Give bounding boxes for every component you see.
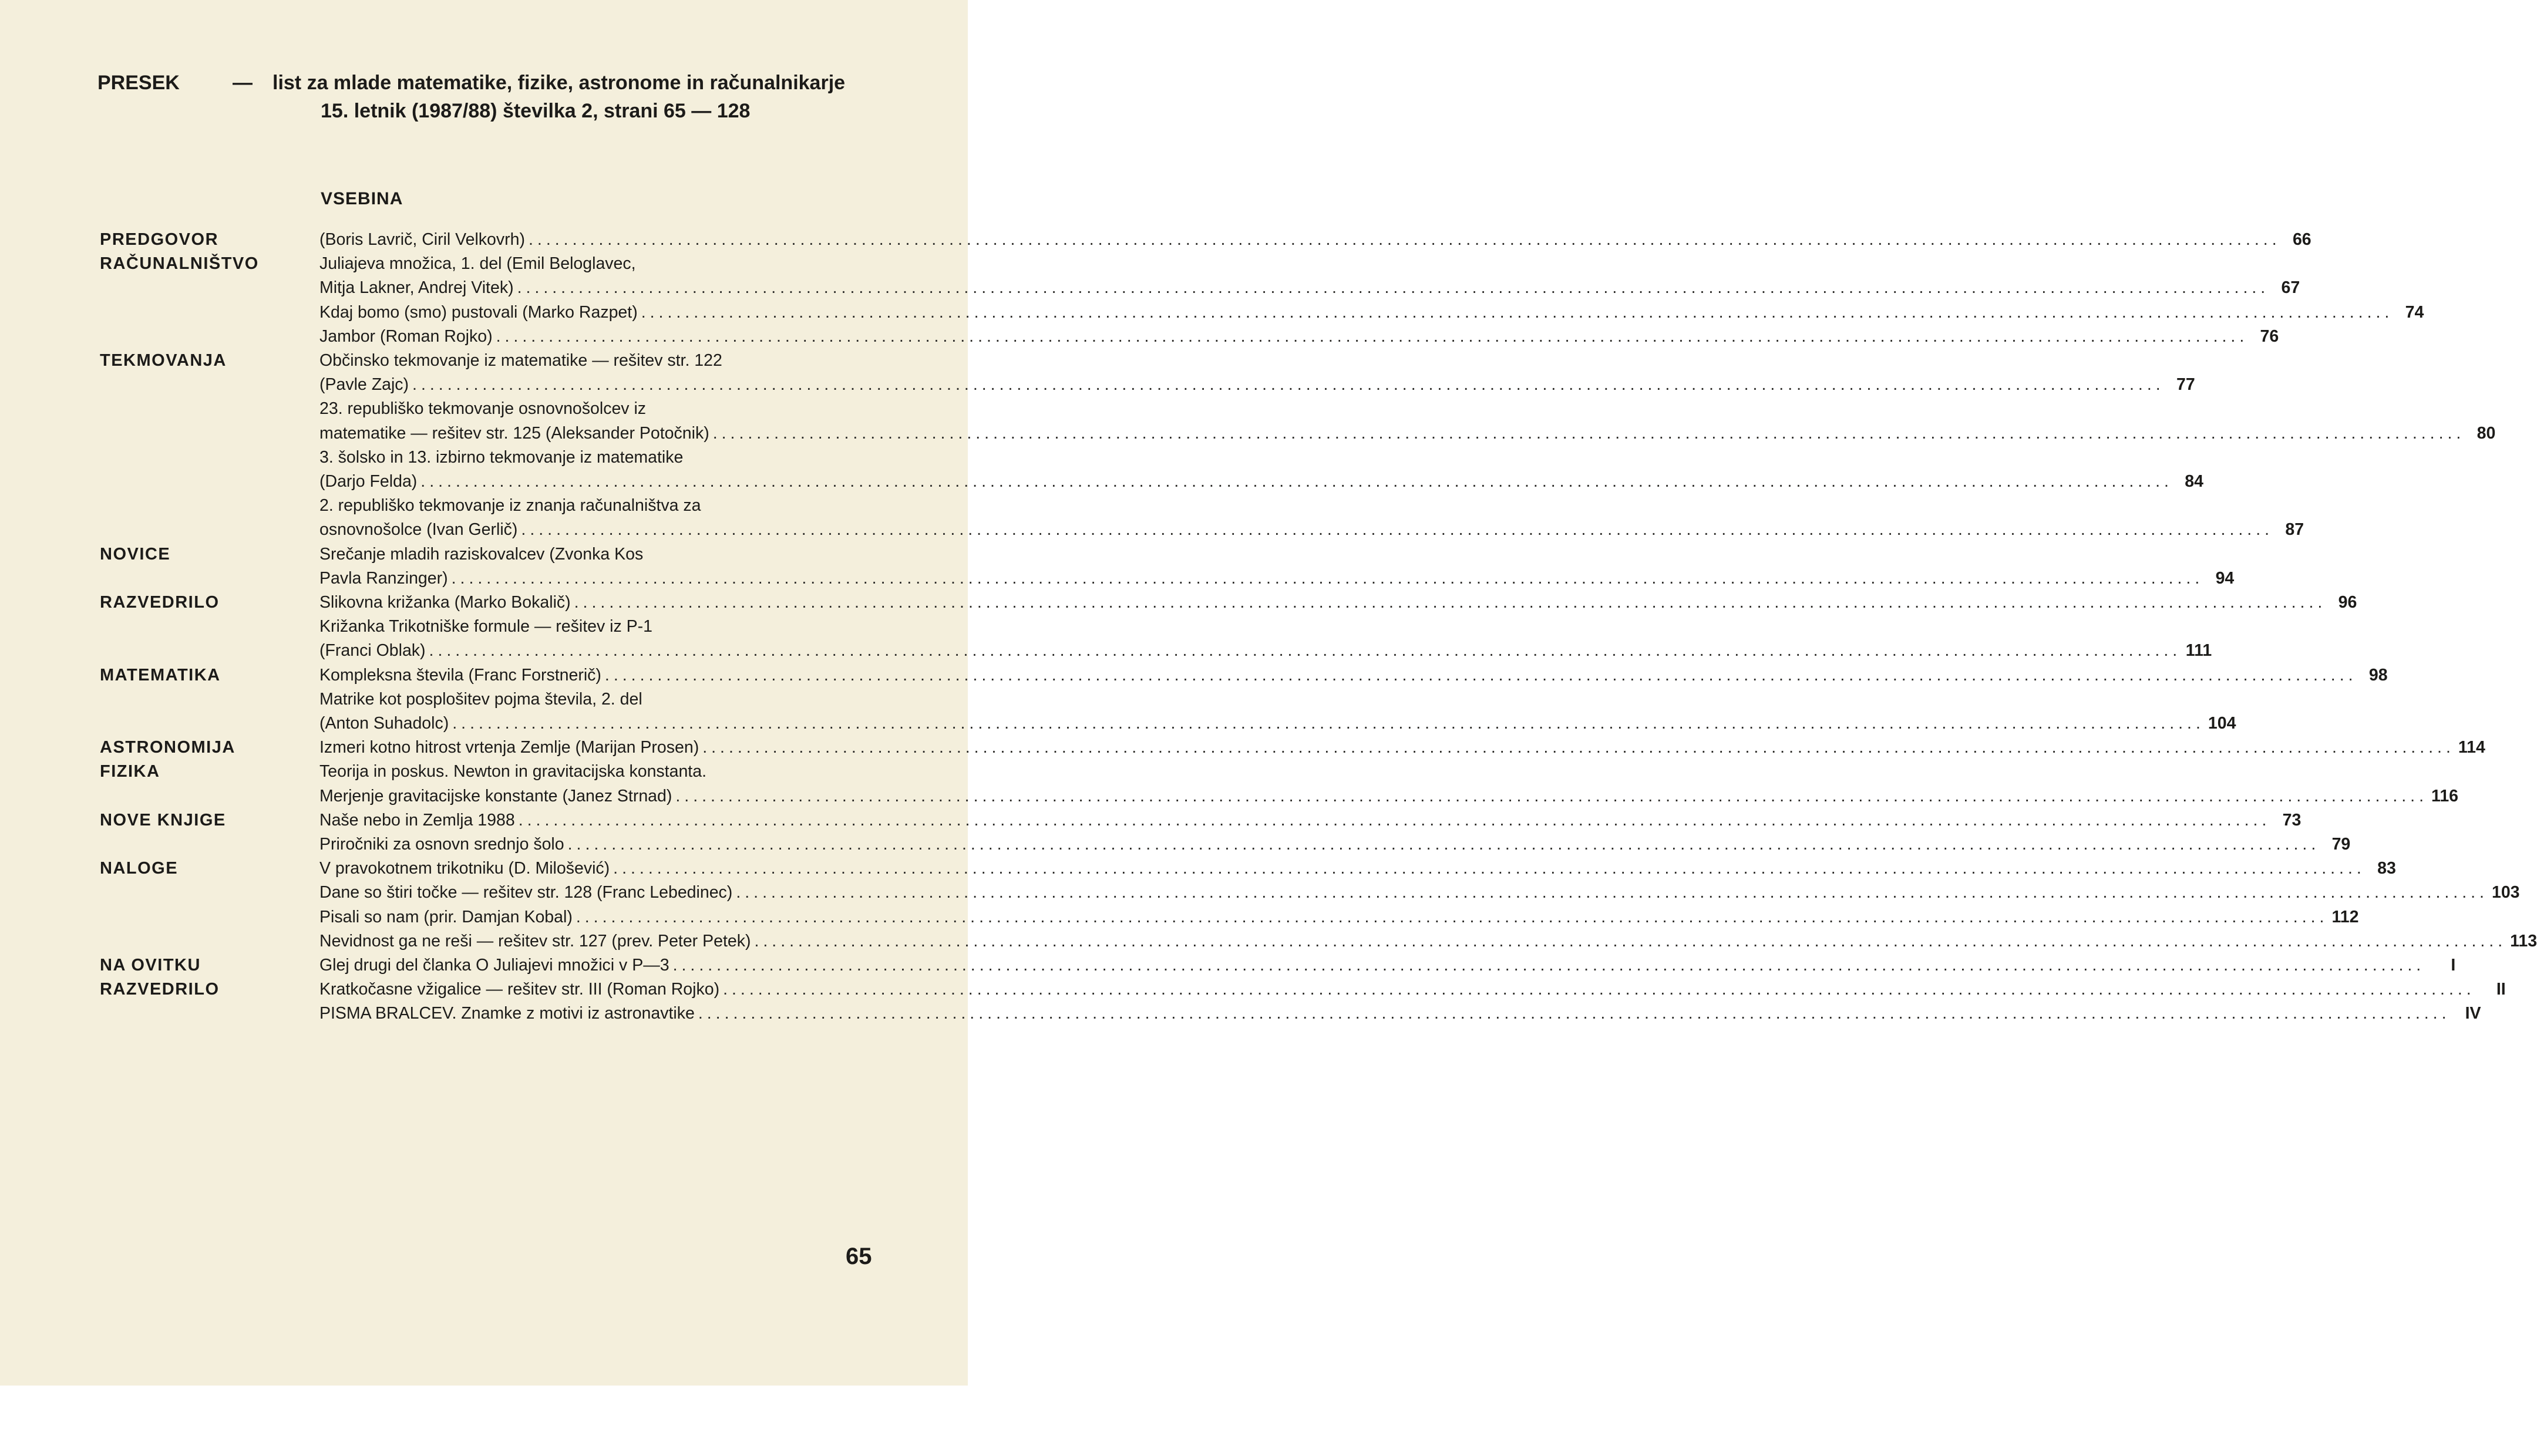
toc-line xyxy=(319,1004,2481,1027)
toc-page-ref: 80 xyxy=(2477,423,2496,443)
toc-entry-text: Srečanje mladih raziskovalcev (Zvonka Kos xyxy=(319,544,644,564)
toc-line xyxy=(319,399,889,423)
section-label: TEKMOVANJA xyxy=(100,351,227,370)
toc-line xyxy=(319,545,889,568)
dot-leader: ........................................................................................................................................................................................................ xyxy=(452,714,2205,733)
toc-entry-text: PISMA BRALCEV. Znamke z motivi iz astronavtike xyxy=(319,1004,695,1023)
toc-entry-text: (Franci Oblak) xyxy=(319,641,426,660)
dot-leader: ........................................................................................................................................................................................................ xyxy=(521,520,2274,540)
dot-leader: ........................................................................................................................................................................................................ xyxy=(518,810,2271,830)
toc-page-ref: 114 xyxy=(2458,738,2485,757)
section-label: RAZVEDRILO xyxy=(100,593,220,612)
toc-entry-text: Naše nebo in Zemlja 1988 xyxy=(319,810,515,830)
section-label: NOVE KNJIGE xyxy=(100,810,226,830)
dot-leader: ........................................................................................................................................................................................................ xyxy=(412,375,2165,395)
toc-entry-text: (Anton Suhadolc) xyxy=(319,714,449,733)
toc-entry-text: 23. republiško tekmovanje osnovnošolcev iz xyxy=(319,399,647,419)
toc-entry-text: Merjenje gravitacijske konstante (Janez Strnad) xyxy=(319,786,672,805)
toc-entry-text: Izmeri kotno hitrost vrtenja Zemlje (Marijan Prosen) xyxy=(319,738,699,757)
toc-line xyxy=(319,762,889,786)
toc-page-ref: 104 xyxy=(2208,714,2236,733)
toc-entry-text: Slikovna križanka (Marko Bokalič) xyxy=(319,593,571,612)
dot-leader: ........................................................................................................................................................................................................ xyxy=(576,907,2329,926)
toc-entry-text: Dane so štiri točke — rešitev str. 128 (Franc Lebedinec) xyxy=(319,883,733,902)
publication-name: PRESEK xyxy=(97,72,180,94)
dot-leader: ........................................................................................................................................................................................................ xyxy=(429,641,2182,660)
dot-leader: ........................................................................................................................................................................................................ xyxy=(496,326,2249,346)
toc-page-ref: 84 xyxy=(2185,472,2203,491)
toc-line xyxy=(319,472,2203,496)
toc-page-ref: 87 xyxy=(2285,520,2304,540)
section-label: NOVICE xyxy=(100,544,171,564)
dot-leader: ........................................................................................................................................................................................................ xyxy=(736,883,2488,902)
issue-info: 15. letnik (1987/88) številka 2, strani 65 — 128 xyxy=(321,100,751,122)
toc-page-ref: 116 xyxy=(2431,786,2459,805)
dot-leader: ........................................................................................................................................................................................................ xyxy=(702,738,2455,757)
toc-page-ref: 73 xyxy=(2282,810,2302,830)
toc-line xyxy=(319,423,2496,447)
toc-page-ref: 66 xyxy=(2292,230,2311,249)
toc-entry-text: (Boris Lavrič, Ciril Velkovrh) xyxy=(319,230,525,249)
toc-entry-text: Juliajeva množica, 1. del (Emil Beloglavec, xyxy=(319,254,636,274)
toc-page-ref: 83 xyxy=(2377,859,2396,878)
toc-page-ref: 94 xyxy=(2215,568,2235,588)
toc-line xyxy=(319,641,2212,665)
toc-entry-text: Jambor (Roman Rojko) xyxy=(319,326,493,346)
toc-entry-text: Glej drugi del članka O Juliajevi množici v P—3 xyxy=(319,956,669,975)
contents-heading: VSEBINA xyxy=(321,189,403,208)
toc-line xyxy=(319,568,2235,592)
toc-line xyxy=(319,326,2279,350)
toc-page-ref: 112 xyxy=(2331,907,2359,926)
toc-page-ref: 79 xyxy=(2331,835,2351,854)
toc-page-ref: 98 xyxy=(2368,665,2388,685)
dot-leader: ........................................................................................................................................................................................................ xyxy=(723,980,2475,999)
dot-leader: ........................................................................................................................................................................................................ xyxy=(567,835,2320,854)
toc-line xyxy=(319,665,2388,689)
dot-leader: ........................................................................................................................................................................................................ xyxy=(672,956,2425,975)
toc-line xyxy=(319,956,2456,979)
toc-entry-text: Kompleksna števila (Franc Forstnerič) xyxy=(319,665,601,685)
toc-page-ref: 77 xyxy=(2176,375,2195,395)
toc-line xyxy=(319,278,2300,302)
toc-line xyxy=(319,690,889,713)
toc-entry-text: Matrike kot posplošitev pojma števila, 2. del xyxy=(319,689,642,709)
toc-line xyxy=(319,496,889,520)
section-label: RAČUNALNIŠTVO xyxy=(100,254,259,274)
dot-leader: ........................................................................................................................................................................................................ xyxy=(529,230,2281,249)
toc-page-ref: 76 xyxy=(2260,326,2279,346)
dot-leader: ........................................................................................................................................................................................................ xyxy=(698,1004,2451,1023)
toc-line xyxy=(319,254,889,278)
section-label: PREDGOVOR xyxy=(100,230,219,249)
section-label: ASTRONOMIJA xyxy=(100,738,235,757)
toc-line xyxy=(319,302,2424,326)
header-dash: — xyxy=(233,72,253,94)
page-number: 65 xyxy=(846,1243,872,1269)
toc-entry-text: 3. šolsko in 13. izbirno tekmovanje iz matematike xyxy=(319,447,684,467)
dot-leader: ........................................................................................................................................................................................................ xyxy=(451,568,2204,588)
dot-leader: ........................................................................................................................................................................................................ xyxy=(574,593,2327,612)
dot-leader: ........................................................................................................................................................................................................ xyxy=(613,859,2366,878)
publication-tagline: list za mlade matematike, fizike, astronome in računalnikarje xyxy=(272,72,846,94)
section-label: NALOGE xyxy=(100,859,179,878)
dot-leader: ........................................................................................................................................................................................................ xyxy=(420,472,2173,491)
toc-line xyxy=(319,835,2351,858)
section-label: RAZVEDRILO xyxy=(100,980,220,999)
toc-entry-text: Teorija in poskus. Newton in gravitacijska konstanta. xyxy=(319,762,706,781)
toc-entry-text: Mitja Lakner, Andrej Vitek) xyxy=(319,278,514,298)
toc-line xyxy=(319,714,2236,737)
toc-line xyxy=(319,883,2520,906)
toc-line xyxy=(319,448,889,471)
toc-entry-text: osnovnošolce (Ivan Gerlič) xyxy=(319,520,518,540)
toc-entry-text: (Darjo Felda) xyxy=(319,472,418,491)
toc-entry-text: 2. republiško tekmovanje iz znanja računalništva za xyxy=(319,496,701,515)
dot-leader: ........................................................................................................................................................................................................ xyxy=(754,931,2507,951)
toc-entry-text: Pisali so nam (prir. Damjan Kobal) xyxy=(319,907,573,926)
toc-line xyxy=(319,810,2302,834)
section-label: FIZIKA xyxy=(100,762,160,781)
section-label: MATEMATIKA xyxy=(100,665,221,685)
toc-line xyxy=(319,980,2506,1003)
toc-entry-text: Kdaj bomo (smo) pustovali (Marko Razpet) xyxy=(319,302,638,322)
toc-line xyxy=(319,859,2396,882)
dot-leader: ........................................................................................................................................................................................................ xyxy=(604,665,2357,685)
toc-entry-text: V pravokotnem trikotniku (D. Milošević) xyxy=(319,859,610,878)
toc-entry-text: Priročniki za osnovn srednjo šolo xyxy=(319,835,564,854)
toc-entry-text: Občinsko tekmovanje iz matematike — rešitev str. 122 xyxy=(319,351,722,370)
toc-line xyxy=(319,738,2485,761)
toc-line xyxy=(319,520,2304,544)
toc-line xyxy=(319,617,889,641)
toc-page-ref: I xyxy=(2451,956,2456,975)
dot-leader: ........................................................................................................................................................................................................ xyxy=(517,278,2270,298)
dot-leader: ........................................................................................................................................................................................................ xyxy=(712,423,2465,443)
toc-line xyxy=(319,351,889,375)
toc-page-ref: 103 xyxy=(2491,883,2520,902)
toc-page-ref: 111 xyxy=(2185,641,2212,660)
dot-leader: ........................................................................................................................................................................................................ xyxy=(675,786,2428,805)
toc-line xyxy=(319,931,2537,955)
toc-entry-text: matematike — rešitev str. 125 (Aleksander Potočnik) xyxy=(319,423,709,443)
toc-page-ref: 74 xyxy=(2405,302,2424,322)
toc-page-ref: IV xyxy=(2465,1004,2481,1023)
toc-entry-text: Nevidnost ga ne reši — rešitev str. 127 (prev. Peter Petek) xyxy=(319,931,751,951)
toc-line xyxy=(319,907,2359,931)
dot-leader: ........................................................................................................................................................................................................ xyxy=(641,302,2394,322)
toc-line xyxy=(319,593,2357,616)
toc-entry-text: (Pavle Zajc) xyxy=(319,375,409,395)
toc-entry-text: Kratkočasne vžigalice — rešitev str. III (Roman Rojko) xyxy=(319,980,720,999)
toc-page-ref: II xyxy=(2496,980,2506,999)
section-label: NA OVITKU xyxy=(100,956,201,975)
toc-line xyxy=(319,230,2311,254)
toc-entry-text: Pavla Ranzinger) xyxy=(319,568,448,588)
toc-entry-text: Križanka Trikotniške formule — rešitev iz P-1 xyxy=(319,617,653,636)
toc-page-ref: 113 xyxy=(2510,931,2537,951)
toc-page-ref: 67 xyxy=(2281,278,2300,298)
toc-line xyxy=(319,375,2195,399)
toc-page-ref: 96 xyxy=(2338,593,2357,612)
toc-line xyxy=(319,786,2459,810)
